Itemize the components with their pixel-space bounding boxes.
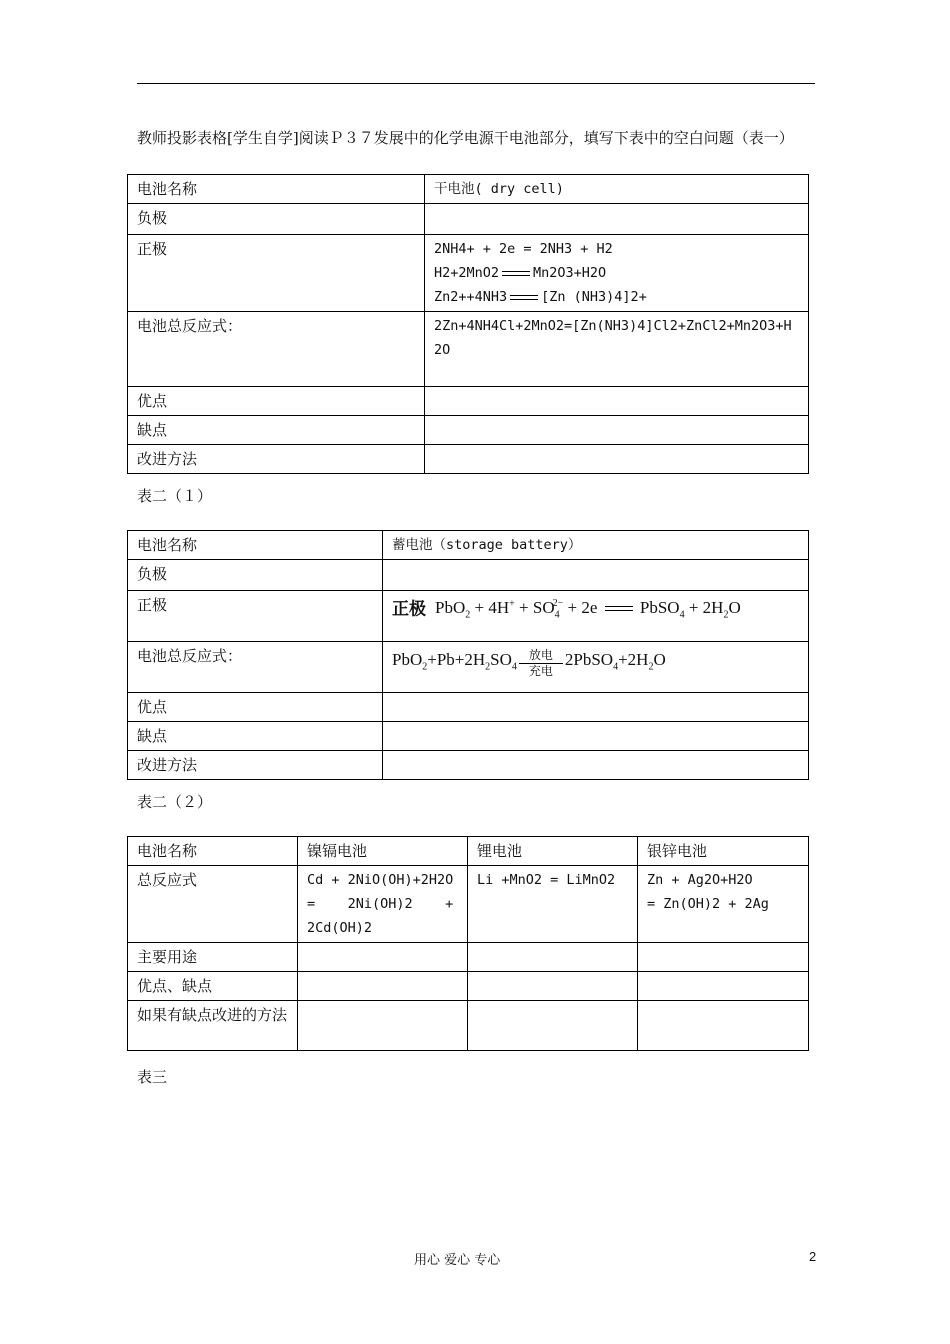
cell-empty [638,972,809,1001]
cell-empty [383,560,809,591]
cell-empty [383,722,809,751]
lead-total-equation: $PbO_2+Pb+2H_2SO_4$ [392,650,517,673]
cell-positive-equations [425,235,809,312]
header-cell: 银锌电池 [638,837,809,866]
cell-label: 电池名称 [128,175,425,204]
cell-label: 改进方法 [128,445,425,474]
cell-positive-formula: 正极 $PbO_2 + 4H^+ + SO_4^{2-} + 2e$ PbSO$_4$ + $2H_2O$ [383,591,809,642]
caption-table2-2: 表二（２） [137,793,213,811]
cell-empty [425,445,809,474]
cell-total-formula: $PbO_2+Pb+2H_2SO_4$ 放电 充电 $2PbSO_4+2H_2O$ [383,642,809,693]
cell-empty [298,943,468,972]
cell-total-reaction: 2Zn+4NH4Cl+2MnO2=[Zn(NH3)4]Cl2+ZnCl2+Mn2O3+H2O [425,312,809,387]
lead-positive-equation: $PbO_2 + 4H^+ + SO_4^{2-} + 2e$ PbSO$_4$ + $2H_2O$ [430,597,741,621]
intro-text: 教师投影表格[学生自学]阅读Ｐ３７发展中的化学电源干电池部分，填写下表中的空白问题（表一） [137,129,794,147]
cell-label: 总反应式 [128,866,298,943]
equation-line: H2+2MnO2 Mn2O3+H2O [434,265,607,281]
cell-value: 蓄电池（storage battery） [383,531,809,560]
cell-label: 优点 [128,693,383,722]
reversible-arrow-icon: 放电 充电 [519,649,563,678]
cell-empty [425,416,809,445]
header-cell: 锂电池 [468,837,638,866]
equation-line: Zn2++4NH3 [Zn (NH3)4]2+ [434,289,647,305]
cell-label: 缺点 [128,722,383,751]
cell-label: 电池总反应式： [128,642,383,693]
cell-empty [468,972,638,1001]
cell-nicd-reaction: Cd + 2NiO(OH)+2H2O = 2Ni(OH)2 + 2Cd(OH)2 [298,866,468,943]
cell-label: 正极 [128,591,383,642]
cell-empty [638,943,809,972]
page-footer: 用心 爱心 专心 [414,1253,501,1268]
double-bar-icon [502,271,530,276]
cell-empty [298,1001,468,1051]
page-number: 2 [809,1249,817,1264]
cell-label: 改进方法 [128,751,383,780]
cell-label: 优点 [128,387,425,416]
cell-empty [468,1001,638,1051]
header-cell: 镍镉电池 [298,837,468,866]
equation-line: 2NH4+ + 2e = 2NH3 + H2 [434,241,613,257]
cell-label: 电池总反应式： [128,312,425,387]
header-cell: 电池名称 [128,837,298,866]
cell-label: 如果有缺点改进的方法 [128,1001,298,1051]
cell-empty [383,693,809,722]
cell-label: 优点、缺点 [128,972,298,1001]
cell-label: 电池名称 [128,531,383,560]
table-storage-battery [127,530,809,780]
cell-empty [425,204,809,235]
cell-empty [298,972,468,1001]
cell-label: 正极 [128,235,425,312]
table-other-batteries [127,836,809,1051]
double-bar-icon [510,295,538,300]
cell-empty [425,387,809,416]
cell-li-reaction: Li +MnO2 = LiMnO2 [468,866,638,943]
cell-label: 负极 [128,560,383,591]
table-dry-cell [127,174,809,474]
caption-table2-1: 表二（１） [137,487,213,505]
cell-empty [383,751,809,780]
cell-empty [638,1001,809,1051]
cell-label: 主要用途 [128,943,298,972]
cell-empty [468,943,638,972]
cell-label: 缺点 [128,416,425,445]
cell-label: 负极 [128,204,425,235]
header-rule [137,83,815,84]
caption-table3: 表三 [137,1068,168,1086]
cell-agzn-reaction: Zn + Ag2O+H2O = Zn(OH)2 + 2Ag [638,866,809,943]
cell-value: 干电池( dry cell) [425,175,809,204]
